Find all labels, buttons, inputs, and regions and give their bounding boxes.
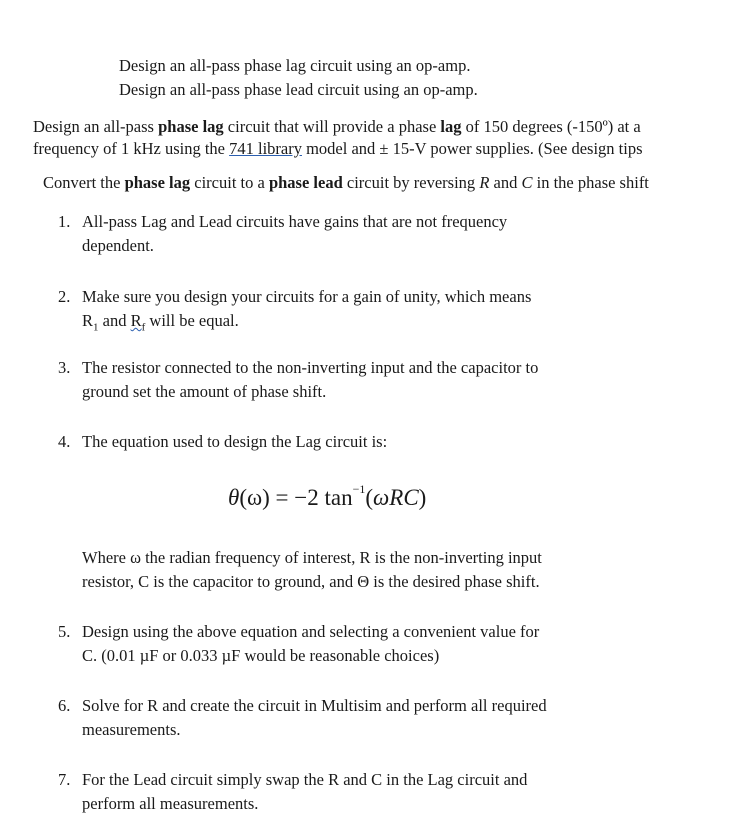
text-run: frequency of 1 kHz using the bbox=[33, 139, 230, 158]
equation-omega: ω bbox=[373, 485, 390, 510]
list-item-text: ground set the amount of phase shift. bbox=[82, 382, 327, 401]
equation-lhs-arg: (ω) bbox=[239, 485, 270, 510]
text-run: and bbox=[489, 173, 522, 192]
text-run: will be equal. bbox=[145, 311, 239, 330]
list-item-6 bbox=[82, 694, 642, 742]
equation-superscript: −1 bbox=[352, 482, 366, 497]
subscript: f bbox=[141, 321, 146, 334]
text-run-italic: C bbox=[521, 173, 533, 192]
equation-paren: ) bbox=[418, 485, 427, 510]
list-item-text: dependent. bbox=[82, 236, 154, 255]
text-run: R bbox=[130, 311, 142, 330]
lag-equation bbox=[228, 484, 426, 512]
list-number: 5. bbox=[58, 622, 71, 641]
equation-equals: = −2 tan bbox=[269, 485, 353, 510]
intro-line-1 bbox=[33, 117, 641, 137]
list-item-4 bbox=[82, 430, 642, 454]
list-number: 6. bbox=[58, 696, 71, 715]
list-item-3 bbox=[82, 356, 642, 404]
text-run: and bbox=[98, 311, 131, 330]
text-run: Design an all-pass bbox=[33, 117, 159, 136]
list-item-text: All-pass Lag and Lead circuits have gains that are not frequency bbox=[82, 212, 508, 231]
text-run-italic: R bbox=[479, 173, 490, 192]
list-item-text: C. (0.01 µF or 0.033 µF would be reasonable choices) bbox=[82, 646, 440, 665]
text-run: circuit by reversing bbox=[342, 173, 480, 192]
list-number: 2. bbox=[58, 287, 71, 306]
explanation-text: Where ω the radian frequency of interest, R is the non-inverting input bbox=[82, 548, 542, 567]
rf-symbol bbox=[130, 311, 146, 334]
list-item-text: The equation used to design the Lag circuit is: bbox=[82, 432, 388, 451]
text-run: of 150 degrees (-150º) at a bbox=[461, 117, 641, 136]
subscript: 1 bbox=[93, 321, 99, 334]
text-run-bold: phase lead bbox=[268, 173, 343, 192]
list-number: 7. bbox=[58, 770, 71, 789]
text-run: model and ± 15-V power supplies. (See design tips bbox=[301, 139, 643, 158]
list-item-2 bbox=[82, 285, 642, 333]
list-item-1 bbox=[82, 210, 642, 258]
explanation-text: resistor, C is the capacitor to ground, and Θ is the desired phase shift. bbox=[82, 572, 540, 591]
list-item-text: For the Lead circuit simply swap the R and C in the Lag circuit and bbox=[82, 770, 528, 789]
equation-theta: θ bbox=[228, 485, 240, 510]
library-link[interactable]: 741 library bbox=[229, 139, 302, 158]
list-number: 4. bbox=[58, 432, 71, 451]
equation-explanation bbox=[82, 546, 642, 594]
text-run: circuit that will provide a phase bbox=[223, 117, 441, 136]
list-item-text: perform all measurements. bbox=[82, 794, 259, 813]
list-number: 1. bbox=[58, 212, 71, 231]
list-item-text: Design using the above equation and selecting a convenient value for bbox=[82, 622, 540, 641]
list-item-text: The resistor connected to the non-inverting input and the capacitor to bbox=[82, 358, 539, 377]
text-run-bold: phase lag bbox=[158, 117, 224, 136]
list-item-text bbox=[82, 309, 642, 333]
text-run-bold: lag bbox=[440, 117, 462, 136]
text-run: Convert the bbox=[43, 173, 125, 192]
list-item-text: Make sure you design your circuits for a gain of unity, which means bbox=[82, 287, 532, 306]
intro-line-3 bbox=[43, 173, 649, 193]
header-line-2: Design an all-pass phase lead circuit using an op-amp. bbox=[119, 80, 478, 99]
header-line-1: Design an all-pass phase lag circuit using an op-amp. bbox=[119, 56, 471, 75]
equation-paren: ( bbox=[365, 485, 374, 510]
list-number: 3. bbox=[58, 358, 71, 377]
text-run: R bbox=[82, 311, 94, 330]
list-item-text: Solve for R and create the circuit in Multisim and perform all required bbox=[82, 696, 547, 715]
equation-rc: RC bbox=[389, 485, 419, 510]
intro-line-2 bbox=[33, 139, 643, 159]
text-run-bold: phase lag bbox=[124, 173, 191, 192]
text-run: in the phase shift bbox=[532, 173, 649, 192]
text-run: circuit to a bbox=[190, 173, 269, 192]
list-item-7 bbox=[82, 768, 642, 816]
list-item-5 bbox=[82, 620, 642, 668]
list-item-text: measurements. bbox=[82, 720, 181, 739]
